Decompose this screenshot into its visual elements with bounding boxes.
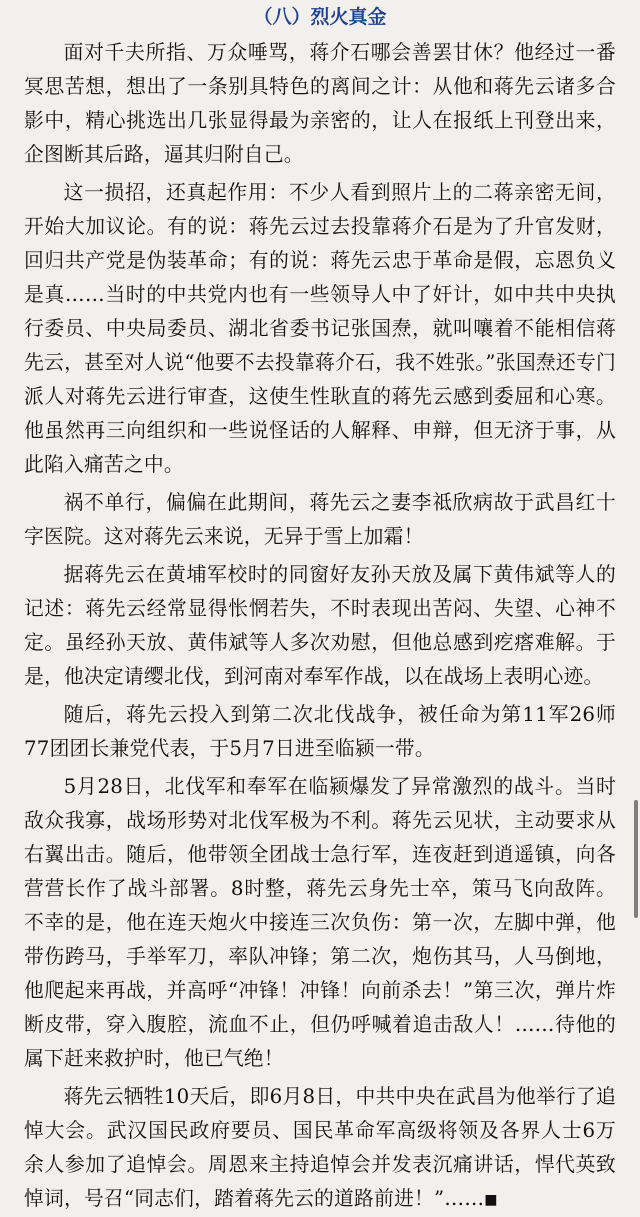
paragraph-7 — [24, 1080, 616, 1217]
paragraph-4: 据蒋先云在黄埔军校时的同窗好友孙天放及属下黄伟斌等人的记述：蒋先云经常显得怅惘若失，不时表现出苦闷、失望、心神不定。虽经孙天放、黄伟斌等人多次劝慰，但他总感到疙瘩难解。于是，他决定请缨北伐，到河南对奉军作战，以在战场上表明心迹。 — [24, 563, 616, 688]
section-title: （八）烈火真金 — [253, 6, 387, 28]
paragraph-1: 面对千夫所指、万众唾骂，蒋介石哪会善罢甘休？他经过一番冥思苦想，想出了一条别具特色的离间之计：从他和蒋先云诸多合影中，精心挑选出几张显得最为亲密的，让人在报纸上刊登出来，企图断其后路，逼其归附自己。 — [24, 41, 616, 166]
paragraph-7-text: 蒋先云牺牲10天后，即6月8日，中共中央在武昌为他举行了追悼大会。武汉国民政府要员、国民革命军高级将领及各界人士6万余人参加了追悼会。周恩来主持追悼会并发表沉痛讲话，悍代英致悼词，号召“同志们，踏着蒋先云的道路前进！”…… — [24, 1085, 616, 1210]
end-mark-icon: ■ — [484, 1192, 498, 1208]
paragraph-2: 这一损招，还真起作用：不少人看到照片上的二蒋亲密无间，开始大加议论。有的说：蒋先云过去投靠蒋介石是为了升官发财，回归共产党是伪装革命；有的说：蒋先云忠于革命是假，忘恩负义是真……当时的中共党内也有一些领导人中了奸计，如中共中央执行委员、中央局委员、湖北省委书记张国焘，就叫嚷着不能相信蒋先云，甚至对人说“他要不去投靠蒋介石，我不姓张。”张国焘还专门派人对蒋先云进行审查，这使生性耿直的蒋先云感到委屈和心寒。他虽然再三向组织和一些说怪话的人解释、申辩，但无济于事，从此陷入痛苦之中。 — [24, 181, 616, 476]
vertical-scrollbar[interactable] — [634, 800, 638, 918]
paragraph-6: 5月28日，北伐军和奉军在临颍爆发了异常激烈的战斗。当时敌众我寡，战场形势对北伐军极为不利。蒋先云见状，主动要求从右翼出击。随后，他带领全团战士急行军，连夜赶到逍遥镇，向各营营长作了战斗部署。8时整，蒋先云身先士卒，策马飞向敌阵。不幸的是，他在连天炮火中接连三次负伤：第一次，左脚中弹，他带伤跨马，手举军刀，率队冲锋；第二次，炮伤其马，人马倒地，他爬起来再战，并高呼“冲锋！冲锋！向前杀去！”第三次，弹片炸断皮带，穿入腹腔，流血不止，但仍呼喊着追击敌人！……待他的属下赶来救护时，他已气绝！ — [24, 775, 616, 1070]
paragraph-5: 随后，蒋先云投入到第二次北伐战争，被任命为第11军26师77团团长兼党代表，于5月7日进至临颍一带。 — [24, 703, 616, 760]
paragraph-3: 祸不单行，偏偏在此期间，蒋先云之妻李祗欣病故于武昌红十字医院。这对蒋先云来说，无异于雪上加霜！ — [24, 491, 616, 548]
